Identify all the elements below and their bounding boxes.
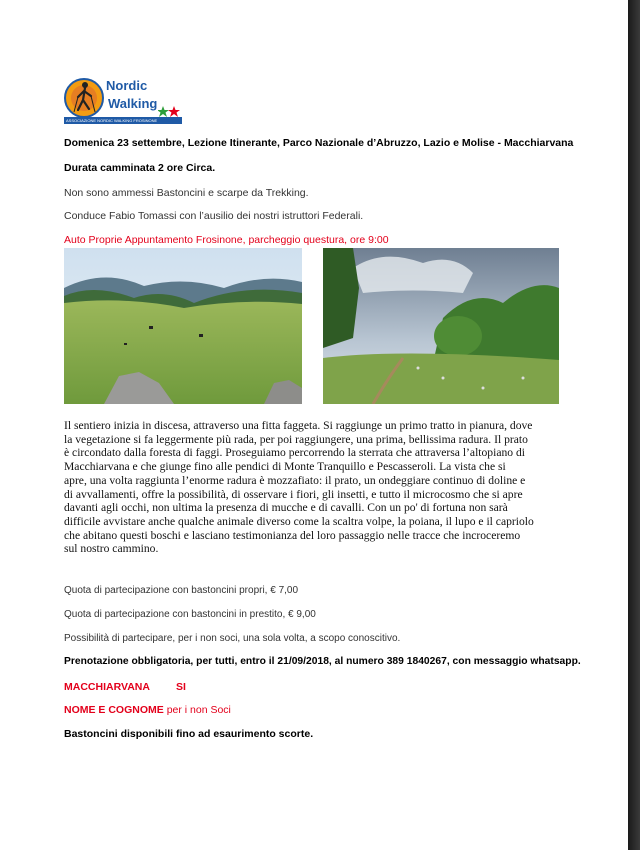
- description-line: sul nostro cammino.: [64, 542, 159, 556]
- description-line: davanti agli occhi, non ultima la presenza di mucche e di cavalli. Con un po' di fortuna non sarà: [64, 501, 508, 515]
- description-line: la vegetazione si fa leggermente più rada, per poi raggiungere, una prima, bellissima radura. Il prato: [64, 432, 528, 446]
- description-line: di avvallamenti, offre la possibilità, di osservare i fiori, gli insetti, e tutto il microcosmo che si apre: [64, 487, 523, 501]
- logo-emblem-icon: [64, 76, 108, 120]
- meeting-point: Auto Proprie Appuntamento Frosinone, parcheggio questura, ore 9:00: [64, 234, 389, 246]
- viewer-edge: [628, 0, 640, 850]
- price-loan-poles: Quota di partecipazione con bastoncini in prestito, € 9,00: [64, 609, 316, 620]
- description-line: difficile avvistare anche qualche animale diverso come la scaltra volpe, la poiana, il lupo e il capriolo: [64, 514, 534, 528]
- nordic-walking-logo: [64, 76, 182, 128]
- event-title: Domenica 23 settembre, Lezione Itinerante, Parco Nazionale d’Abruzzo, Lazio e Molise - Macchiarvana: [64, 137, 574, 149]
- name-label: NOME E COGNOME: [64, 704, 164, 716]
- trail-description: [64, 419, 560, 556]
- place-answer: SI: [176, 681, 186, 693]
- description-line: apre, una volta raggiunta l’enorme radura è mozzafiato: il prato, un ondeggiare continuo di doline e: [64, 473, 526, 487]
- poles-availability: Bastoncini disponibili fino ad esaurimento scorte.: [64, 728, 314, 740]
- description-line: è circondato dalla foresta di faggi. Proseguiamo percorrendo la sterrata che attraversa l’altopiano di: [64, 446, 525, 460]
- guide-note: Conduce Fabio Tomassi con l’ausilio dei nostri istruttori Federali.: [64, 210, 364, 222]
- price-own-poles: Quota di partecipazione con bastoncini propri, € 7,00: [64, 585, 299, 596]
- description-line: che abitano questi boschi e lasciano testimonianza del loro passaggio nelle tracce che incroceremo: [64, 528, 521, 542]
- meadow-photo: [64, 248, 302, 404]
- non-members-note: Possibilità di partecipare, per i non soci, una sola volta, a scopo conoscitivo.: [64, 633, 401, 644]
- booking-note: Prenotazione obbligatoria, per tutti, entro il 21/09/2018, al numero 389 1840267, con messaggio whatsapp.: [64, 656, 581, 667]
- name-suffix: per i non Soci: [166, 704, 231, 716]
- logo-line1: Nordic: [106, 78, 148, 93]
- place-label: MACCHIARVANA: [64, 681, 150, 693]
- beech-forest-photo: [323, 248, 559, 404]
- logo-association-bar: ASSOCIAZIONE NORDIC WALKING FROSINONE: [64, 117, 182, 124]
- logo-line2: Walking: [108, 96, 158, 111]
- duration-text: Durata camminata 2 ore Circa.: [64, 162, 216, 174]
- name-field-label: [64, 704, 231, 716]
- description-line: Macchiarvana e che giunge fino alle pendici di Monte Tranquillo e Pescasseroli. La vista che si: [64, 460, 506, 474]
- description-line: Il sentiero inizia in discesa, attraverso una fitta faggeta. Si raggiunge un primo tratto in pianura, dove: [64, 419, 533, 432]
- equipment-note: Non sono ammessi Bastoncini e scarpe da Trekking.: [64, 187, 309, 199]
